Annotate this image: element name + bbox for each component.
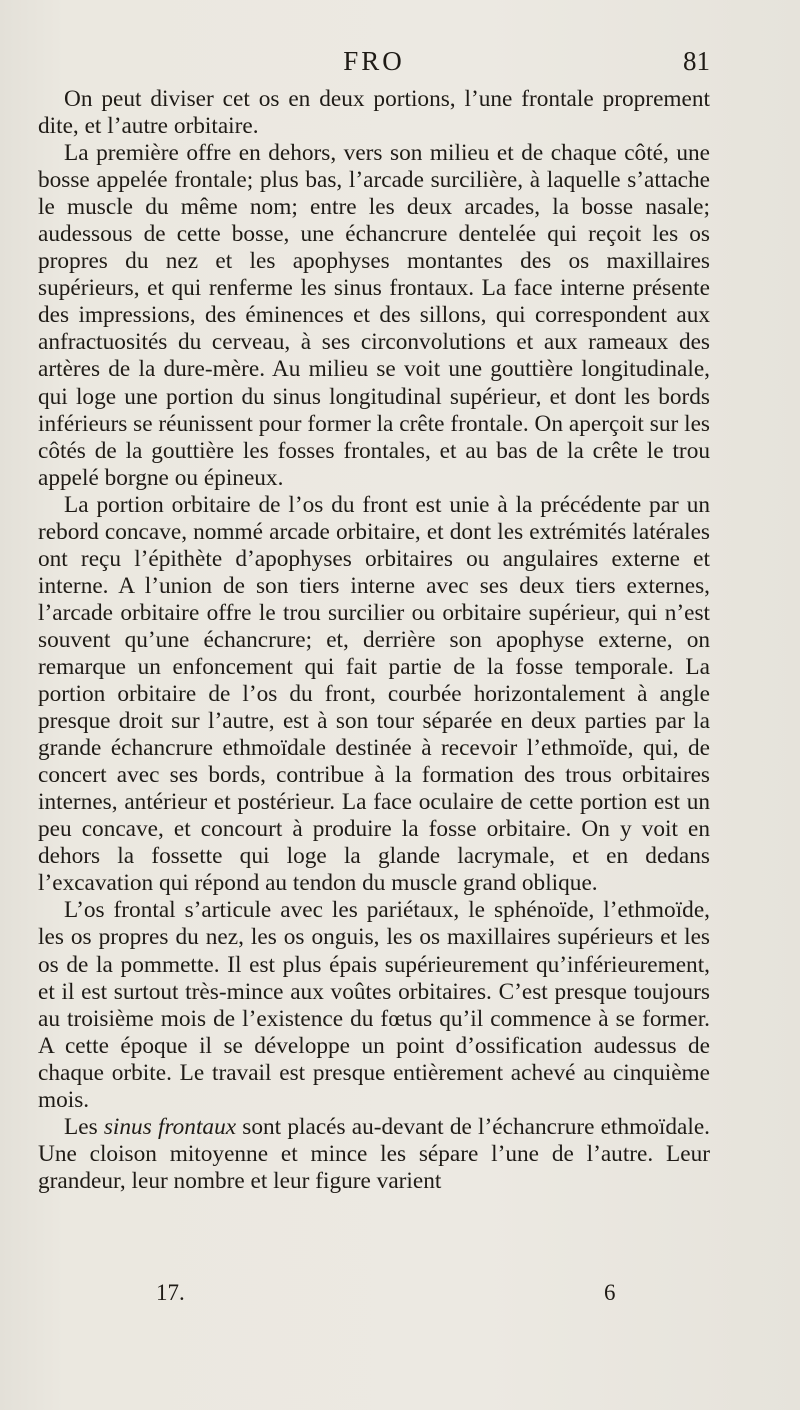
running-head: FRO [343,46,405,76]
paragraph-orbital-portion: La portion orbitaire de l’os du front est unie à la précédente par un rebord concave, nommé arcade orbitaire, et dont les extrémités latérales ont reçu l’épithète d’apophyses orbitaires ou angulaires externe et interne. A l’union de son tiers interne avec ses deux tiers externes, l’arcade orbitaire offre le trou surcilier ou orbitaire supérieur, qui n’est souvent qu’une échancrure; et, derrière son apophyse externe, on remarque un enfoncement qui fait partie de la fosse temporale. La portion orbitaire de l’os du front, courbée horizontalement à angle presque droit sur l’autre, est à son tour séparée en deux parties par la grande échancrure ethmoïdale destinée à recevoir l’ethmoïde, qui, de concert avec ses bords, contribue à la formation des trous orbitaires internes, antérieur et postérieur. La face oculaire de cette portion est un peu concave, et concourt à produire la fosse orbitaire. On y voit en dehors la fossette qui loge la glande lacrymale, et en dedans l’excavation qui répond au tendon du muscle grand oblique. [38,491,710,897]
page-number: 81 [683,46,710,76]
sinus-text-after: sont placés au-devant de l’échancrure ethmoïdale. Une cloison mitoyenne et mince les sépare l’une de l’autre. Leur grandeur, leur nombre et leur figure varient [38,1113,711,1194]
paragraph-divisions: On peut diviser cet os en deux portions, l’une frontale proprement dite, et l’autre orbitaire. [38,86,710,140]
paragraph-frontal-portion: La première offre en dehors, vers son milieu et de chaque côté, une bosse appelée frontale; plus bas, l’arcade surcilière, à laquelle s’attache le muscle du même nom; entre les deux arcades, la bosse nasale; audessous de cette bosse, une échancrure dentelée qui reçoit les os propres du nez et les apophyses montantes des os maxillaires supérieurs, et qui renferme les sinus frontaux. La face interne présente des impressions, des éminences et des sillons, qui correspondent aux anfractuosités du cerveau, à ses circonvolutions et aux rameaux des artères de la dure-mère. Au milieu se voit une gouttière longitudinale, qui loge une portion du sinus longitudinal supérieur, et dont les bords inférieurs se réunissent pour former la crête frontale. On aperçoit sur les côtés de la gouttière les fosses frontales, et au bas de la crête le trou appelé borgne ou épineux. [38,140,710,491]
sinus-term-italic: sinus frontaux [103,1113,237,1140]
body-text [38,86,710,1195]
signature-mark: 17. [156,1280,185,1305]
gathering-number: 6 [604,1280,616,1305]
paragraph-frontal-sinuses [38,1114,710,1195]
paragraph-articulations: L’os frontal s’articule avec les pariétaux, le sphénoïde, l’ethmoïde, les os propres du nez, les os onguis, les os maxillaires supérieurs et les os de la pommette. Il est plus épais supérieurement qu’inférieurement, et il est surtout très-mince aux voûtes orbitaires. C’est presque toujours au troisième mois de l’existence du fœtus qu’il commence à se former. A cette époque il se développe un point d’ossification audessus de chaque orbite. Le travail est presque entièrement achevé au cinquième mois. [38,897,710,1113]
sinus-text-before: Les [64,1113,104,1140]
page-header [38,46,710,82]
page-footer [38,1280,710,1308]
